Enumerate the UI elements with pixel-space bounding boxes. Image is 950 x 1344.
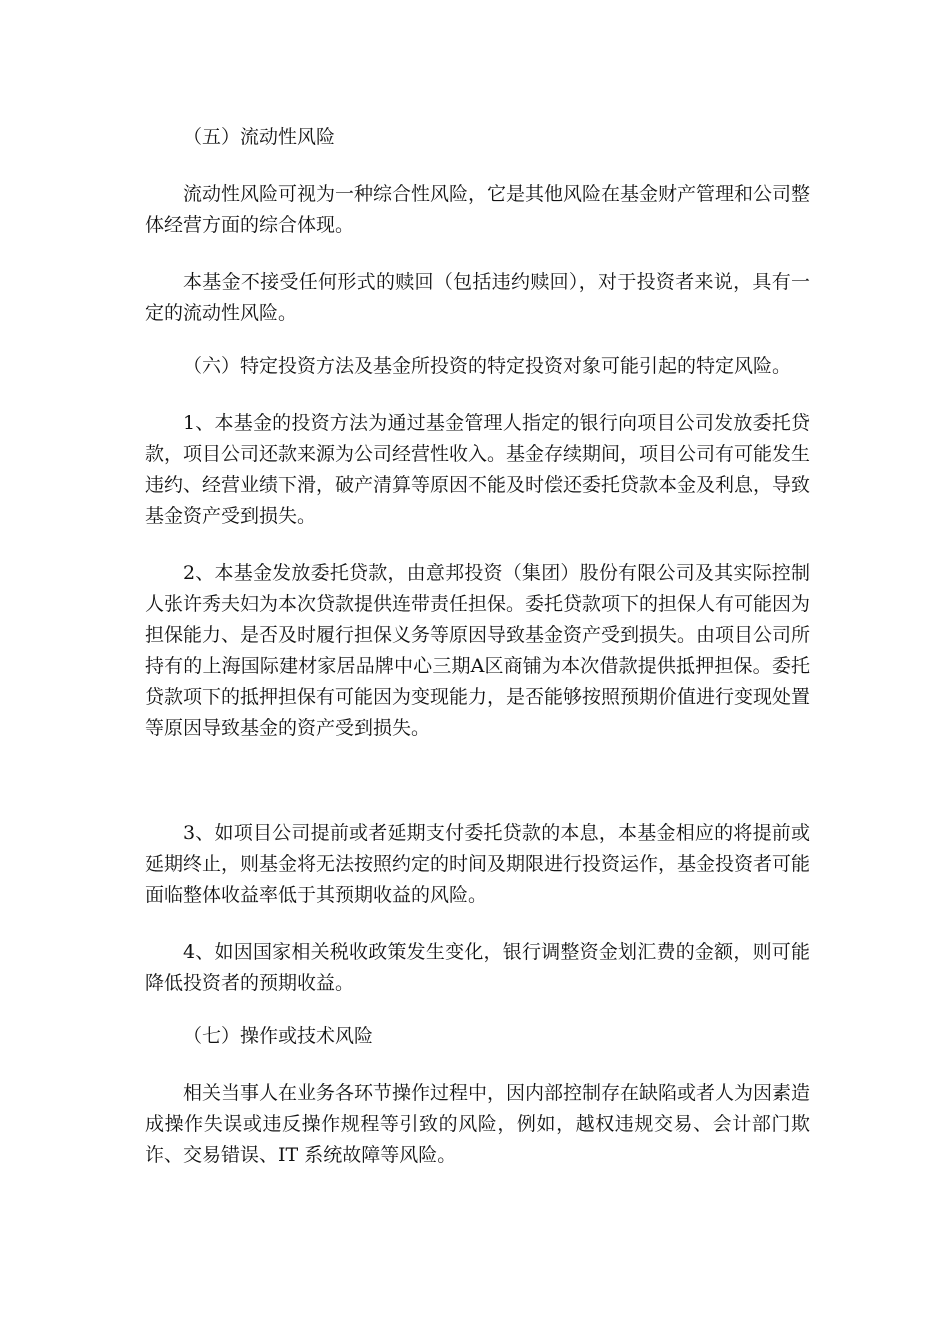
paragraph-item-2: 2、本基金发放委托贷款，由意邦投资（集团）股份有限公司及其实际控制人张许秀夫妇为本次贷款提供连带责任担保。委托贷款项下的担保人有可能因为担保能力、是否及时履行担保义务等原因导致基金资产受到损失。由项目公司所持有的上海国际建材家居品牌中心三期A区商铺为本次借款提供抵押担保。委托贷款项下的抵押担保有可能因为变现能力，是否能够按照预期价值进行变现处置等原因导致基金的资产受到损失。 [145, 562, 811, 739]
paragraph-liquidity-definition: 流动性风险可视为一种综合性风险，它是其他风险在基金财产管理和公司整体经营方面的综合体现。 [145, 183, 811, 236]
document-body [145, 122, 810, 1171]
paragraph-operational-risk: 相关当事人在业务各环节操作过程中，因内部控制存在缺陷或者人为因素造成操作失误或违反操作规程等引致的风险，例如，越权违规交易、会计部门欺诈、交易错误、IT 系统故障等风险。 [145, 1082, 811, 1166]
paragraph-item-3: 3、如项目公司提前或者延期支付委托贷款的本息，本基金相应的将提前或延期终止，则基金将无法按照约定的时间及期限进行投资运作，基金投资者可能面临整体收益率低于其预期收益的风险。 [145, 822, 811, 906]
paragraph-item-4: 4、如因国家相关税收政策发生变化，银行调整资金划汇费的金额，则可能降低投资者的预期收益。 [145, 941, 810, 994]
section-heading-operational-risk: （七）操作或技术风险 [183, 1025, 374, 1047]
section-heading-liquidity-risk: （五）流动性风险 [183, 126, 336, 148]
paragraph-item-1: 1、本基金的投资方法为通过基金管理人指定的银行向项目公司发放委托贷款，项目公司还款来源为公司经营性收入。基金存续期间，项目公司有可能发生违约、经营业绩下滑，破产清算等原因不能及时偿还委托贷款本金及利息，导致基金资产受到损失。 [145, 412, 811, 527]
paragraph-no-redemption: 本基金不接受任何形式的赎回（包括违约赎回），对于投资者来说，具有一定的流动性风险。 [145, 271, 810, 324]
section-heading-specific-risk: （六）特定投资方法及基金所投资的特定投资对象可能引起的特定风险。 [183, 355, 792, 377]
